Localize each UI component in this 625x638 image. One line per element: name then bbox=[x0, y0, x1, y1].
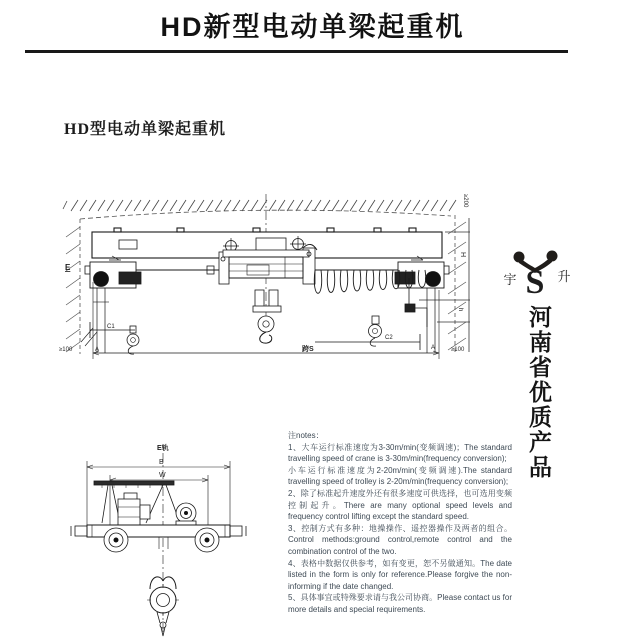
label-min100-right: ≥100 bbox=[451, 347, 465, 353]
roof-camber-line bbox=[80, 210, 451, 219]
label-c1: C1 bbox=[107, 324, 115, 330]
crane-side-view-drawing bbox=[62, 437, 284, 637]
note-item-4: 4、表格中数据仅供参考，如有变更，恕不另做通知。The date listed in the form is only for reference.Please forgive the non-informing if the date changed. bbox=[288, 558, 512, 591]
end-truck-right bbox=[395, 256, 449, 353]
label-h-big: H bbox=[459, 252, 466, 258]
note-item-1b: 小车运行标准速度为2-20m/min(变频调速).The standard travelling speed of trolley is 2-20m/min(frequency conversion); bbox=[288, 465, 512, 487]
label-span: 跨S bbox=[302, 346, 314, 353]
crane-front-view-drawing bbox=[57, 182, 475, 378]
label-a-left: A bbox=[95, 347, 100, 353]
label-h-small: h bbox=[457, 308, 463, 312]
ceiling-hatch bbox=[63, 200, 456, 211]
label-min100-left: ≥100 bbox=[59, 347, 73, 353]
label-b: B bbox=[159, 459, 164, 466]
quality-slogan-vertical: 河南省优质产品 bbox=[526, 305, 552, 480]
electric-hoist bbox=[207, 244, 317, 284]
label-rail-e: E bbox=[65, 263, 71, 272]
page-title: HD新型电动单梁起重机 bbox=[160, 12, 465, 42]
note-item-5: 5、具体事宜或特殊要求请与我公司协商。Please contact us for more details and special requirements. bbox=[288, 593, 512, 614]
note-item-1: 1、大车运行标准速度为3-30m/min(变频调速)；The standard travelling speed of crane is 3-30m/min(frequency conversion); bbox=[288, 442, 512, 464]
label-w: W bbox=[159, 472, 166, 479]
note-item-3: 3、控制方式有多种：地操操作、遥控器操作及两者的组合。Control methods:ground control,remote control and the combination control of the two. bbox=[288, 523, 512, 556]
section-heading: HD型电动单梁起重机 bbox=[64, 121, 227, 138]
label-e-rail: E轨 bbox=[157, 445, 169, 452]
logo-char-left: 宇 bbox=[503, 272, 517, 287]
label-min200: ≥200 bbox=[462, 194, 468, 208]
notes-heading: 注notes： bbox=[288, 431, 324, 440]
label-a-right: A bbox=[431, 345, 436, 351]
notes-block bbox=[288, 430, 512, 616]
hook-block bbox=[253, 290, 281, 343]
logo-monogram: S bbox=[525, 264, 545, 301]
building-column-left bbox=[66, 219, 80, 354]
hook-approach-right bbox=[315, 316, 420, 350]
logo-char-right: 升 bbox=[557, 269, 571, 284]
yusheng-brand-logo bbox=[494, 240, 590, 304]
title-divider bbox=[25, 50, 568, 53]
label-c2: C2 bbox=[385, 335, 393, 341]
end-carriage-beam bbox=[71, 525, 246, 537]
note-item-2: 2、除了标准起升速度外还有很多速度可供选择，也可选用变频控制起升。There are many optional speed levels and frequency control lifting except the standard speed. bbox=[288, 488, 512, 522]
